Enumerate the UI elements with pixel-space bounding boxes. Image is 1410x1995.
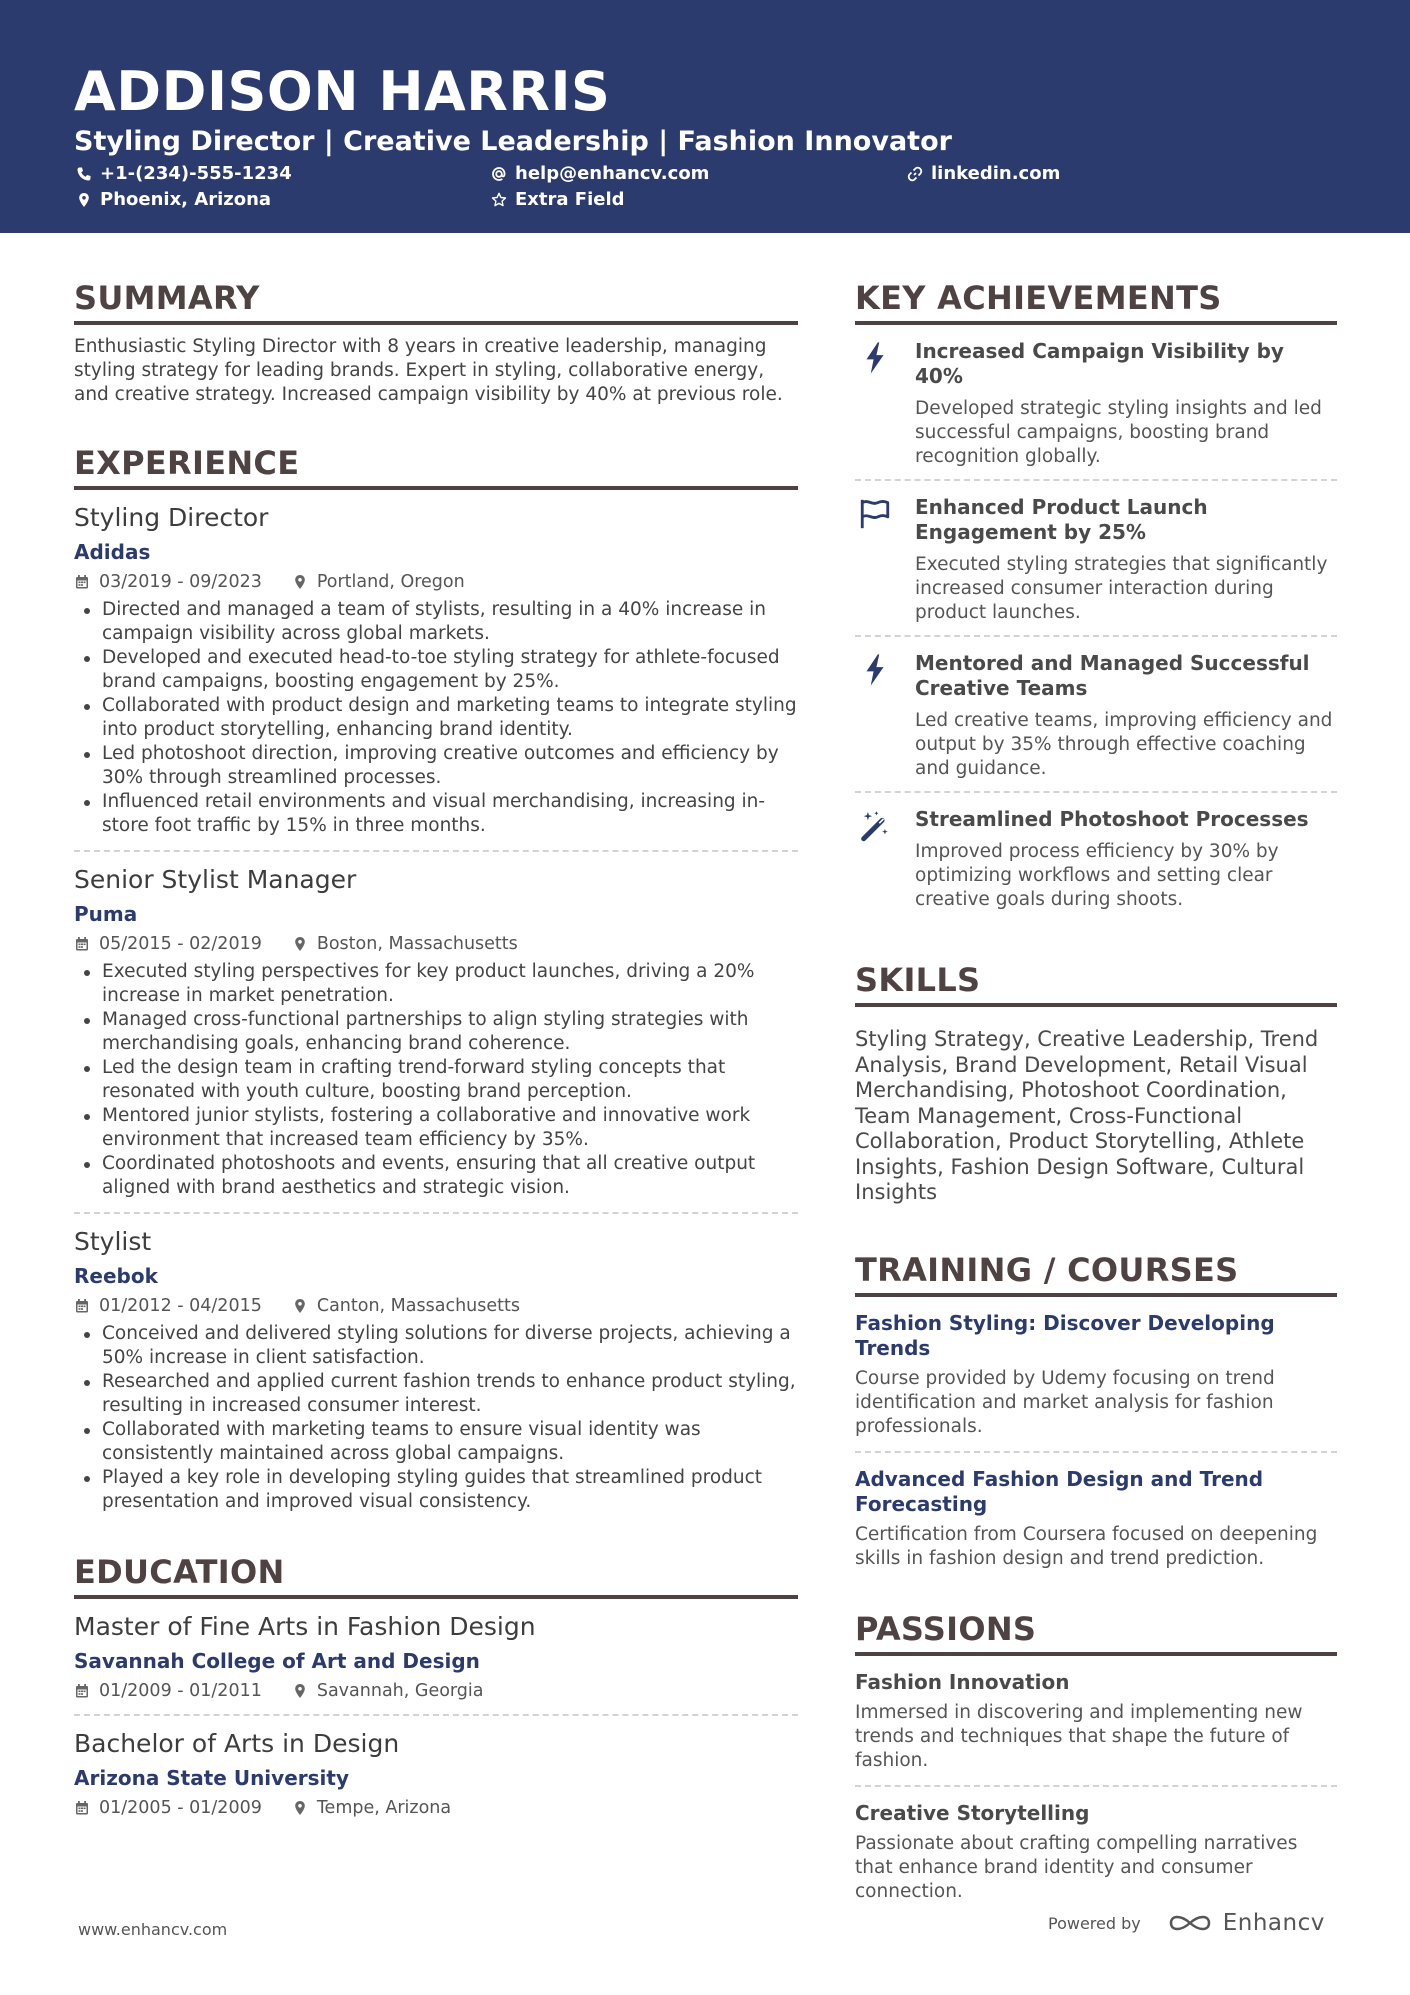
course-item	[855, 1297, 1337, 1439]
passion-desc: Immersed in discovering and implementing new trends and techniques that shape the future of fashion.	[855, 1701, 1303, 1771]
passions-heading: PASSIONS	[855, 1609, 1337, 1656]
entry-divider	[74, 850, 798, 852]
job-bullet: Directed and managed a team of stylists, resulting in a 40% increase in campaign visibility across global markets.	[74, 598, 798, 646]
summary-heading: SUMMARY	[74, 278, 798, 325]
contact-email[interactable]	[491, 163, 709, 185]
achievement-title: Increased Campaign Visibility by 40%	[915, 339, 1284, 388]
job-bullet: Managed cross-functional partnerships to align styling strategies with merchandising goals, enhancing brand coherence.	[74, 1008, 798, 1056]
education-entry	[74, 1611, 798, 1716]
job-dates	[74, 933, 262, 955]
job-title: Stylist	[74, 1227, 152, 1256]
achievement-item	[855, 481, 1337, 635]
education-dates	[74, 1680, 262, 1702]
job-bullet: Led the design team in crafting trend-forward styling concepts that resonated with youth culture, boosting brand perception.	[74, 1056, 798, 1104]
education-dates-text: 01/2009 - 01/2011	[99, 1681, 262, 1701]
location-pin-icon	[292, 1298, 308, 1314]
job-title: Senior Stylist Manager	[74, 865, 357, 894]
company-name: Adidas	[74, 540, 151, 564]
phone-icon	[76, 166, 92, 182]
candidate-tagline: Styling Director | Creative Leadership | Fashion Innovator	[74, 126, 952, 157]
education-location	[292, 1797, 451, 1819]
experience-entry	[74, 1226, 798, 1514]
lightning-icon	[858, 341, 892, 375]
job-dates-text: 03/2019 - 09/2023	[99, 572, 262, 592]
calendar-icon	[74, 1683, 90, 1699]
location-pin-icon	[292, 936, 308, 952]
job-location	[292, 1295, 520, 1317]
passion-title: Creative Storytelling	[855, 1800, 1090, 1825]
passion-title: Fashion Innovation	[855, 1669, 1070, 1694]
education-heading: EDUCATION	[74, 1552, 798, 1599]
job-dates-text: 05/2015 - 02/2019	[99, 934, 262, 954]
company-name: Reebok	[74, 1264, 158, 1288]
location-pin-icon	[292, 574, 308, 590]
experience-entry	[74, 864, 798, 1214]
flag-icon	[858, 497, 892, 531]
contact-phone	[76, 163, 292, 185]
achievement-icon-wrap	[855, 807, 895, 912]
job-bullet: Conceived and delivered styling solutions for diverse projects, achieving a 50% increase in client satisfaction.	[74, 1322, 798, 1370]
enhancv-logo[interactable]	[1167, 1910, 1325, 1936]
achievement-item	[855, 637, 1337, 791]
achievement-body	[915, 651, 1337, 781]
school-name: Arizona State University	[74, 1766, 349, 1790]
achievement-item	[855, 325, 1337, 479]
calendar-icon	[74, 1800, 90, 1816]
achievement-icon-wrap	[855, 495, 895, 625]
contact-location	[76, 189, 271, 211]
education-entry	[74, 1728, 798, 1819]
achievement-body	[915, 339, 1337, 469]
job-bullet: Influenced retail environments and visual merchandising, increasing in-store foot traffic by 15% in three months.	[74, 790, 798, 838]
achievement-desc: Led creative teams, improving efficiency and output by 35% through effective coaching and guidance.	[915, 710, 1333, 779]
resume-header	[0, 0, 1410, 233]
education-dates	[74, 1797, 262, 1819]
footer-branding	[1048, 1910, 1325, 1936]
degree-title: Bachelor of Arts in Design	[74, 1729, 400, 1758]
achievement-desc: Developed strategic styling insights and led successful campaigns, boosting brand recognition globally.	[915, 398, 1322, 467]
contact-extra	[491, 189, 625, 211]
achievement-body	[915, 807, 1337, 912]
education-location-text: Tempe, Arizona	[316, 1798, 452, 1818]
job-bullet: Played a key role in developing styling guides that streamlined product presentation and improved visual consistency.	[74, 1466, 798, 1514]
summary-section	[74, 278, 798, 407]
calendar-icon	[74, 1298, 90, 1314]
job-bullet: Collaborated with marketing teams to ensure visual identity was consistently maintained across global campaigns.	[74, 1418, 798, 1466]
achievement-icon-wrap	[855, 651, 895, 781]
contact-linkedin[interactable]	[907, 163, 1060, 185]
school-name: Savannah College of Art and Design	[74, 1649, 480, 1673]
job-bullets	[74, 598, 798, 838]
course-desc: Certification from Coursera focused on deepening skills in fashion design and trend prediction.	[855, 1523, 1318, 1569]
training-section	[855, 1250, 1337, 1571]
education-location-text: Savannah, Georgia	[316, 1681, 484, 1701]
job-bullet: Led photoshoot direction, improving creative outcomes and efficiency by 30% through streamlined processes.	[74, 742, 798, 790]
education-section	[74, 1552, 798, 1819]
job-bullet: Collaborated with product design and marketing teams to integrate styling into product storytelling, enhancing brand identity.	[74, 694, 798, 742]
calendar-icon	[74, 936, 90, 952]
achievement-desc: Executed styling strategies that significantly increased consumer interaction during product launches.	[915, 554, 1328, 623]
job-title: Styling Director	[74, 503, 269, 532]
achievement-title: Mentored and Managed Successful Creative Teams	[915, 651, 1310, 700]
education-meta	[74, 1680, 798, 1702]
passions-section	[855, 1609, 1337, 1904]
extra-text: Extra Field	[515, 189, 625, 210]
degree-title: Master of Fine Arts in Fashion Design	[74, 1612, 536, 1641]
magic-wand-icon	[858, 809, 892, 843]
job-dates	[74, 1295, 262, 1317]
infinity-logo-icon	[1167, 1911, 1213, 1935]
summary-text: Enthusiastic Styling Director with 8 years in creative leadership, managing styling strategy for leading brands. Expert in styling, collaborative energy, and creative strategy. Increased campaign visibility by 40% at previous role.	[74, 336, 783, 405]
experience-section	[74, 443, 798, 1514]
left-column	[74, 278, 798, 1819]
entry-divider	[74, 1212, 798, 1214]
job-location-text: Boston, Massachusetts	[316, 934, 518, 954]
job-meta	[74, 571, 798, 593]
location-text: Phoenix, Arizona	[100, 189, 272, 210]
education-location	[292, 1680, 484, 1702]
entry-divider	[74, 1714, 798, 1716]
location-pin-icon	[292, 1683, 308, 1699]
training-heading: TRAINING / COURSES	[855, 1250, 1337, 1297]
achievements-heading: KEY ACHIEVEMENTS	[855, 278, 1337, 325]
job-bullet: Researched and applied current fashion trends to enhance product styling, resulting in increased consumer interest.	[74, 1370, 798, 1418]
powered-by-label: Powered by	[1048, 1913, 1141, 1933]
achievement-desc: Improved process efficiency by 30% by optimizing workflows and setting clear creative goals during shoots.	[915, 841, 1279, 910]
job-bullet: Developed and executed head-to-toe styling strategy for athlete-focused brand campaigns, boosting engagement by 25%.	[74, 646, 798, 694]
email-text: help@enhancv.com	[515, 163, 710, 184]
job-location-text: Portland, Oregon	[316, 572, 465, 592]
star-icon	[491, 192, 507, 208]
lightning-icon	[858, 653, 892, 687]
brand-name: Enhancv	[1222, 1910, 1325, 1936]
skills-list: Styling Strategy, Creative Leadership, Trend Analysis, Brand Development, Retail Visual Merchandising, Photoshoot Coordination, Team Management, Cross-Functional Collaboration, Product Storytelling, Athlete Insights, Fashion Design Software, Cultural Insights	[855, 1027, 1319, 1204]
achievement-item	[855, 793, 1337, 922]
location-pin-icon	[76, 192, 92, 208]
location-pin-icon	[292, 1800, 308, 1816]
course-title: Advanced Fashion Design and Trend Forecasting	[855, 1466, 1264, 1516]
job-dates-text: 01/2012 - 04/2015	[99, 1296, 262, 1316]
job-bullet: Executed styling perspectives for key product launches, driving a 20% increase in market penetration.	[74, 960, 798, 1008]
passion-desc: Passionate about crafting compelling narratives that enhance brand identity and consumer connection.	[855, 1832, 1298, 1902]
passion-item	[855, 1656, 1337, 1773]
education-meta	[74, 1797, 798, 1819]
job-location-text: Canton, Massachusetts	[316, 1296, 520, 1316]
job-bullet: Coordinated photoshoots and events, ensuring that all creative output aligned with brand aesthetics and strategic vision.	[74, 1152, 798, 1200]
skills-section	[855, 960, 1337, 1206]
job-location	[292, 933, 518, 955]
job-meta	[74, 1295, 798, 1317]
link-icon	[907, 166, 923, 182]
experience-entry	[74, 502, 798, 852]
job-location	[292, 571, 465, 593]
skills-heading: SKILLS	[855, 960, 1337, 1007]
course-desc: Course provided by Udemy focusing on trend identification and market analysis for fashion professionals.	[855, 1367, 1275, 1437]
at-icon	[491, 166, 507, 182]
experience-heading: EXPERIENCE	[74, 443, 798, 490]
company-name: Puma	[74, 902, 138, 926]
achievement-icon-wrap	[855, 339, 895, 469]
candidate-name: ADDISON HARRIS	[74, 60, 611, 123]
phone-text: +1-(234)-555-1234	[100, 163, 292, 184]
education-dates-text: 01/2005 - 01/2009	[99, 1798, 262, 1818]
linkedin-text: linkedin.com	[931, 163, 1061, 184]
job-bullet: Mentored junior stylists, fostering a collaborative and innovative work environment that increased team efficiency by 35%.	[74, 1104, 798, 1152]
footer-website[interactable]: www.enhancv.com	[78, 1920, 228, 1939]
course-title: Fashion Styling: Discover Developing Trends	[855, 1310, 1275, 1360]
job-bullets	[74, 1322, 798, 1514]
achievement-title: Enhanced Product Launch Engagement by 25%	[915, 495, 1208, 544]
calendar-icon	[74, 574, 90, 590]
achievements-section	[855, 278, 1337, 922]
passion-item	[855, 1787, 1337, 1904]
achievement-title: Streamlined Photoshoot Processes	[915, 807, 1309, 831]
job-meta	[74, 933, 798, 955]
course-item	[855, 1453, 1337, 1571]
job-bullets	[74, 960, 798, 1200]
right-column	[855, 278, 1337, 1904]
job-dates	[74, 571, 262, 593]
achievement-body	[915, 495, 1337, 625]
